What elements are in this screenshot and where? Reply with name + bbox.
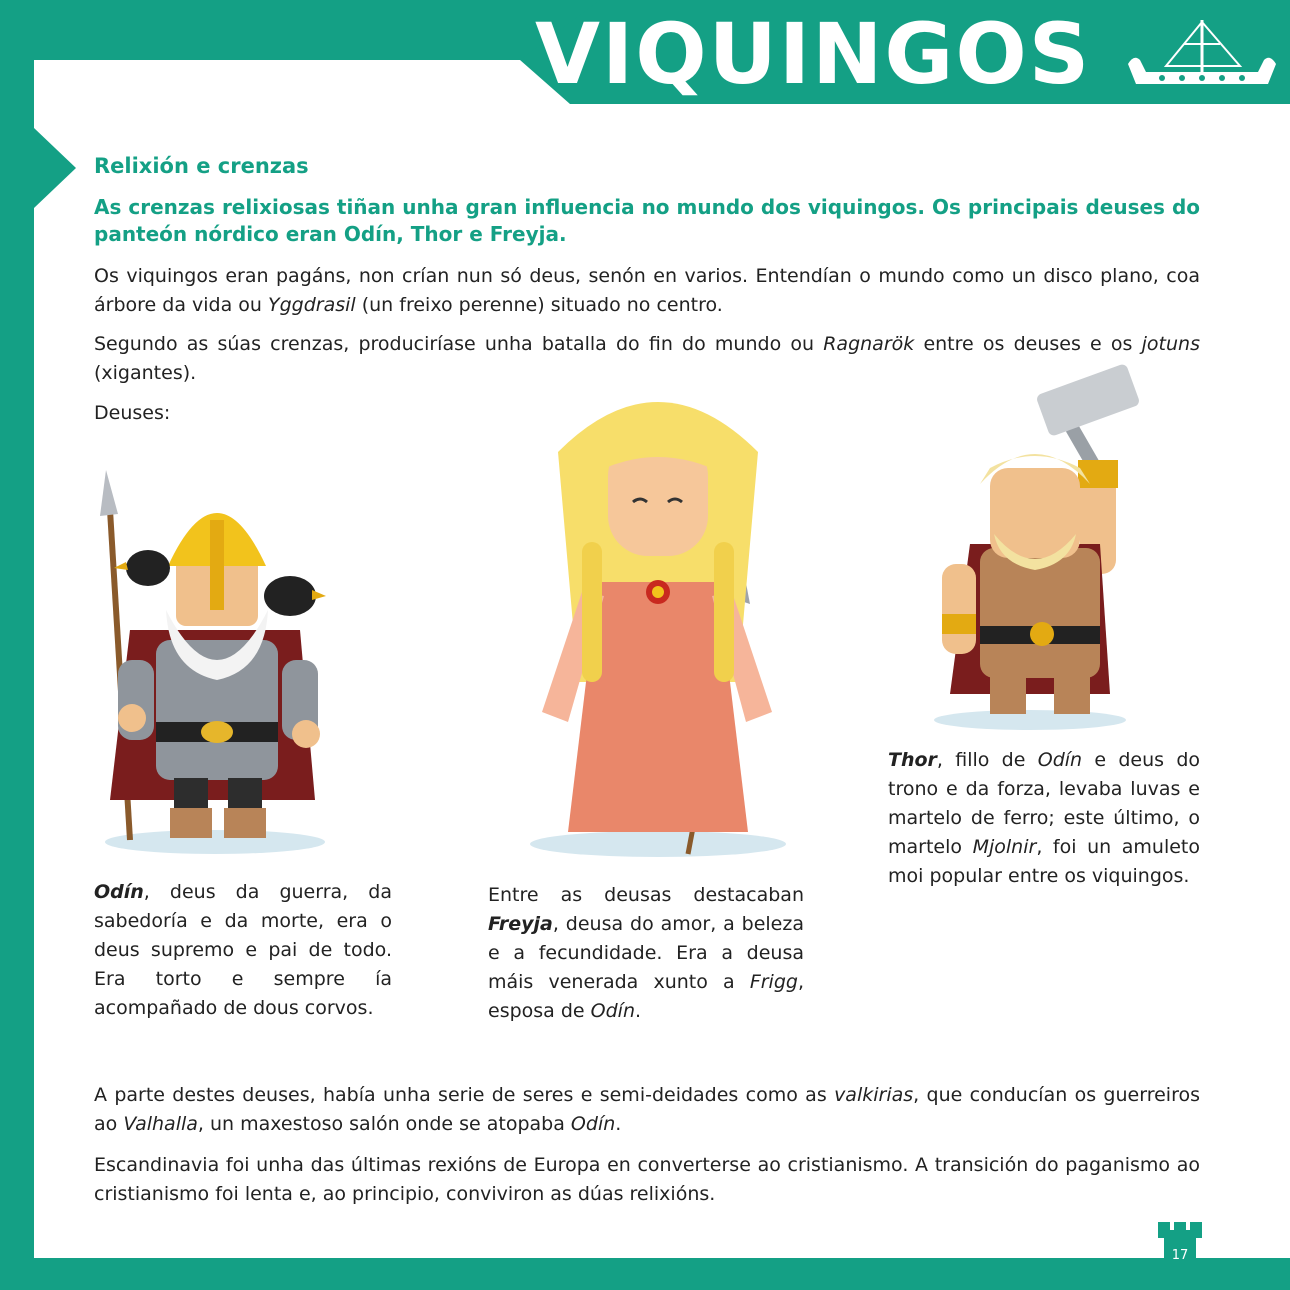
closing-paragraph-2: Escandinavia foi unha das últimas rexións de Europa en converterse ao cristianismo. A transición do paganismo ao cristianismo foi lenta e, ao principio, conviviron as dúas relixións. <box>94 1154 1200 1205</box>
thor-illustration <box>930 364 1170 734</box>
closing-paragraph-1: A parte destes deuses, había unha serie de seres e semi-deidades como as valkirias, que conducían os guerreiros ao Valhalla, un maxestoso salón onde se atopaba Odín. <box>94 1084 1200 1135</box>
freyja-caption: Entre as deusas destacaban Freyja, deusa do amor, a beleza e a fecundidade. Era a deusa máis venerada xunto a Frigg, esposa de Odín. <box>488 884 804 1022</box>
section-lead: As crenzas relixiosas tiñan unha gran influencia no mundo dos viquingos. Os principais deuses do panteón nórdico eran Odín, Thor e Freyja. <box>94 195 1200 246</box>
gods-label: Deuses: <box>94 402 171 424</box>
intro-paragraph-1: Os viquingos eran pagáns, non crían nun só deus, senón en varios. Entendían o mundo como un disco plano, coa árbore da vida ou Yggdrasil (un freixo perenne) situado no centro. <box>94 265 1200 316</box>
viking-ship-icon <box>1122 14 1282 94</box>
section-heading: Relixión e crenzas <box>94 154 309 178</box>
odin-illustration <box>90 470 340 860</box>
thor-caption: Thor, fillo de Odín e deus do trono e da forza, levaba luvas e martelo de ferro; este último, o martelo Mjolnir, foi un amuleto moi popular entre os viquingos. <box>888 749 1201 887</box>
page-title: VIQUINGOS <box>535 5 1092 103</box>
freyja-illustration <box>528 392 788 862</box>
odin-caption: Odín, deus da guerra, da sabedoría e da morte, era o deus supremo e pai de todo. Era torto e sempre ía acompañado de dous corvos. <box>94 881 392 1019</box>
intro-paragraph-2: Segundo as súas crenzas, produciríase unha batalla do fin do mundo ou Ragnarök entre os deuses e os jotuns (xigantes). <box>94 333 1200 384</box>
page-number: 17 <box>1171 1248 1189 1263</box>
